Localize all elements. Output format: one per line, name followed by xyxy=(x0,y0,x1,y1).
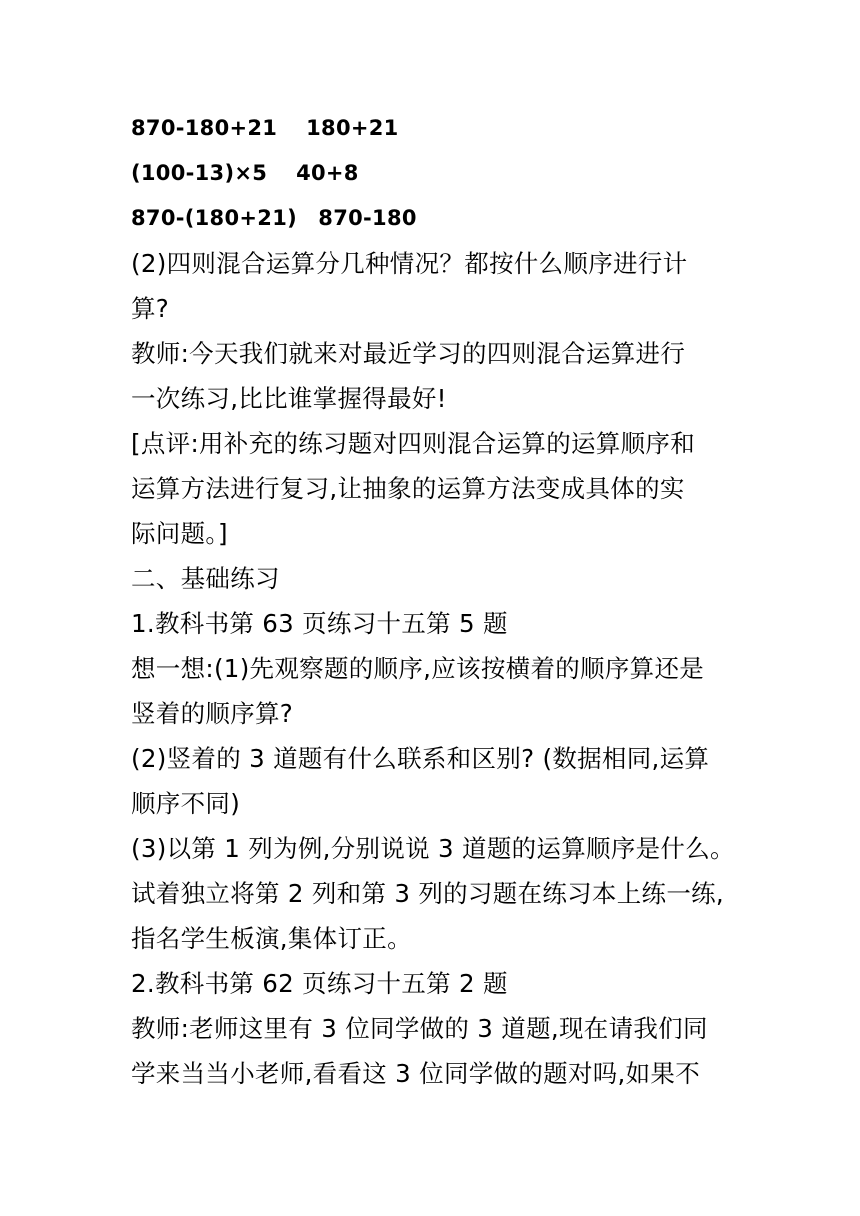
text-line: 教师:今天我们就来对最近学习的四则混合运算进行 xyxy=(131,339,686,368)
text-line: 竖着的顺序算? xyxy=(131,699,294,728)
text-line: 际问题。] xyxy=(131,519,228,548)
text-line: (3)以第 1 列为例,分别说说 3 道题的运算顺序是什么。 xyxy=(131,834,735,863)
exercise-heading-2: 2.教科书第 62 页练习十五第 2 题 xyxy=(131,969,508,998)
text-line: 教师:老师这里有 3 位同学做的 3 道题,现在请我们同 xyxy=(131,1014,708,1043)
text-line: [点评:用补充的练习题对四则混合运算的运算顺序和 xyxy=(131,429,696,458)
text-line: 试着独立将第 2 列和第 3 列的习题在练习本上练一练, xyxy=(131,879,725,908)
text-line: (2)竖着的 3 道题有什么联系和区别? (数据相同,运算 xyxy=(131,744,710,773)
document-body xyxy=(131,106,735,1096)
text-line: 一次练习,比比谁掌握得最好! xyxy=(131,384,447,413)
exercise-heading-1: 1.教科书第 63 页练习十五第 5 题 xyxy=(131,609,508,638)
expression-line-2: (100-13)×5 40+8 xyxy=(131,161,359,185)
text-line: 指名学生板演,集体订正。 xyxy=(131,924,412,953)
text-line: 运算方法进行复习,让抽象的运算方法变成具体的实 xyxy=(131,474,685,503)
text-line: 算? xyxy=(131,294,170,323)
expression-line-1: 870-180+21 180+21 xyxy=(131,116,399,140)
expression-line-3: 870-(180+21) 870-180 xyxy=(131,206,417,230)
section-heading: 二、基础练习 xyxy=(131,564,280,593)
text-line: 顺序不同) xyxy=(131,789,241,818)
text-line: (2)四则混合运算分几种情况？都按什么顺序进行计 xyxy=(131,249,688,278)
text-line: 想一想:(1)先观察题的顺序,应该按横着的顺序算还是 xyxy=(131,654,705,683)
text-line: 学来当当小老师,看看这 3 位同学做的题对吗,如果不 xyxy=(131,1059,701,1088)
